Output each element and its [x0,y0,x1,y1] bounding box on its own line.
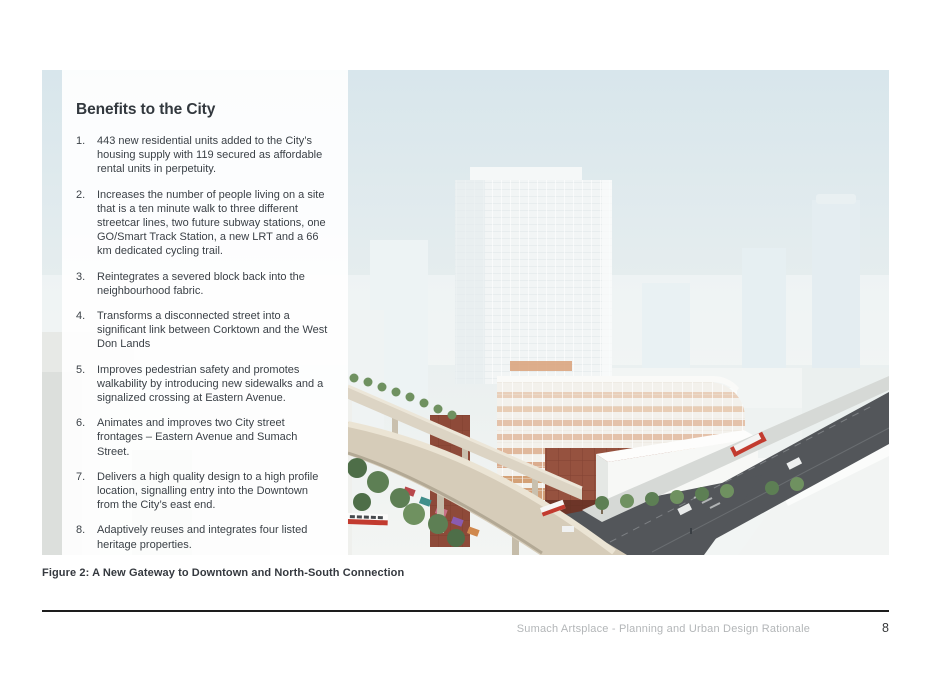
list-item [76,309,332,352]
list-item [76,134,332,177]
list-item-number: 7. [76,470,86,483]
list-item [76,523,332,551]
list-item [76,270,332,298]
list-item-text: Delivers a high quality design to a high profile location, signalling entry into the Downtown from the City’s east end. [97,470,319,512]
figure-caption: Figure 2: A New Gateway to Downtown and North-South Connection [42,567,405,579]
figure-rendering [42,70,889,555]
list-item-number: 4. [76,310,86,323]
list-item-text: Adaptively reuses and integrates four listed heritage properties. [97,524,308,551]
page-footer [42,621,889,635]
list-item [76,188,332,259]
benefits-list [76,134,332,552]
list-item [76,470,332,513]
panel-title: Benefits to the City [76,101,216,118]
list-item-number: 1. [76,135,86,147]
list-item-text: Increases the number of people living on a site that is a ten minute walk to three different streetcar lines, two future subway stations, one GO/Smart Track Station, a new LRT and a 66 km dedicated cycling trail. [97,188,326,258]
pedestrian [690,528,692,534]
list-item-text: Animates and improves two City street frontages – Eastern Avenue and Sumach Street. [97,417,298,458]
list-item [76,363,332,406]
list-item-number: 5. [76,363,86,376]
list-item-text: Transforms a disconnected street into a significant link between Corktown and the West Don Lands [97,310,328,351]
streetcar [348,513,388,525]
footer-divider [42,610,889,612]
list-item-number: 8. [76,524,86,537]
list-item-number: 2. [76,188,86,201]
list-item-text: Improves pedestrian safety and promotes walkability by introducing new sidewalks and a signalized crossing at Eastern Avenue. [97,363,324,405]
footer-page-number: 8 [882,621,889,635]
footer-doc-title: Sumach Artsplace - Planning and Urban Design Rationale [516,623,811,635]
list-item [76,416,332,459]
list-item-number: 3. [76,270,86,283]
list-item-text: 443 new residential units added to the City’s housing supply with 119 secured as affordable rental units in perpetuity. [97,135,323,176]
list-item-number: 6. [76,417,86,430]
car [562,526,574,532]
list-item-text: Reintegrates a severed block back into the neighbourhood fabric. [97,270,305,297]
benefits-panel [62,70,348,555]
